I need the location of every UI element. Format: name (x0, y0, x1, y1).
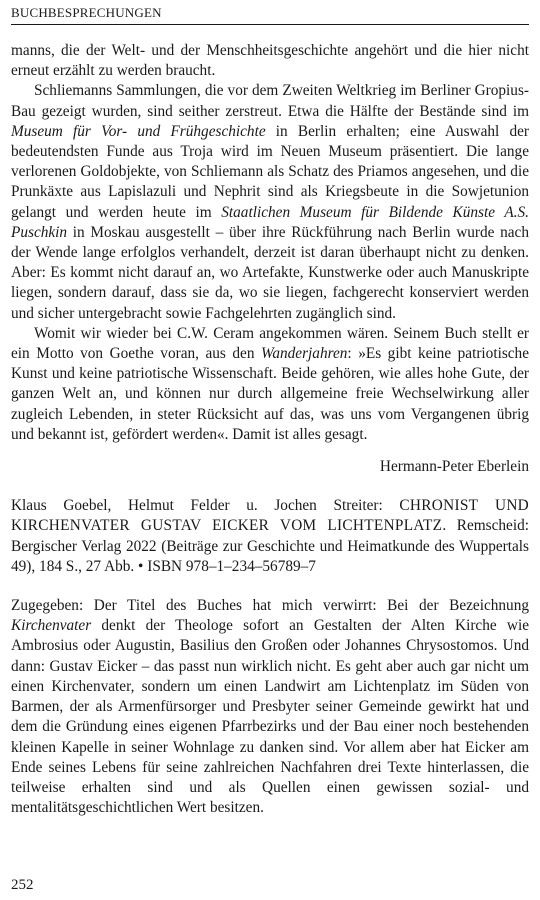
text-run: Womit wir wieder bei C.W. Ceram angekommen wären. Seinem Buch stellt er ein Motto von Goethe voran, aus den (11, 324, 529, 363)
publication-details: . Remscheid: Bergischer Verlag 2022 (Beiträge zur Geschichte und Heimatkunde des Wuppertals 49), 184 S., 27 Abb. • ISBN 978–1–234–56789–7 (11, 517, 529, 575)
work-title-italic: Wanderjahren (261, 345, 348, 363)
text-run: in Berlin erhalten; eine Auswahl der bedeutendsten Funde aus Troja wird im Neuen Museum präsentiert. Die lange verlorenen Goldobjekte, von Schliemann als Schatz des Priamos angesehen, und die Prunkäxte aus Lapislazuli und Nephrit sind als Kriegsbeute in die Sowjetunion gelangt und werden heute im (11, 122, 529, 221)
paragraph-goethe-motto (11, 324, 529, 445)
page-number: 252 (11, 877, 34, 893)
book-title: CHRONIST UND KIRCHENVATER GUSTAV EICKER VOM LICHTENPLATZ (11, 497, 530, 535)
paragraph-collections (11, 81, 529, 323)
text-run: : »Es gibt keine patriotische Kunst und keine patriotische Wissenschaft. Beide gehören, wie alles hohe Gute, der ganzen Welt an, und können nur durch allgemeine freie Wechselwirkung aller zugleich Lebenden, in steter Rücksicht auf das, was uns vom Vergangenen übrig und bekannt ist, gefördert werden«. Damit ist alles gesagt. (11, 345, 529, 443)
term-italic: Kirchenvater (11, 617, 92, 635)
page-body (11, 41, 529, 818)
museum-name-italic: Staatlichen Museum für Bildende Künste A.S. Puschkin (11, 203, 529, 241)
bibliographic-entry (11, 496, 529, 577)
text-run: in Moskau ausgestellt – über ihre Rückführung nach Berlin wurde nach der Wende lange erfolglos verhandelt, derzeit ist daran überhaupt nicht zu denken. Aber: Es kommt nicht darauf an, wo Artefakte, Kunstwerke oder auch Manuskripte liegen, sondern darauf, dass sie da, wo sie liegen, fachgerecht konserviert werden und sicher untergebracht sowie Fachgelehrten zugänglich sind. (11, 223, 529, 322)
text-run: Schliemanns Sammlungen, die vor dem Zweiten Weltkrieg im Berliner Gropius-Bau gezeigt wurden, sind seither zerstreut. Etwa die Hälfte der Bestände sind im (11, 82, 529, 120)
running-head: BUCHBESPRECHUNGEN (11, 5, 529, 25)
review-paragraph (11, 596, 529, 818)
paragraph-continuation: manns, die der Welt- und der Menschheitsgeschichte angehört und die hier nicht erneut erzählt zu werden braucht. (11, 42, 529, 80)
text-run: denkt der Theologe sofort an Gestalten der Alten Kirche wie Ambrosius oder Augustin, Basilius den Großen oder Johannes Chrysostomos. Und dann: Gustav Eicker – das passt nun wirklich nicht. Es geht aber auch gar nicht um einen Kirchenvater, sondern um einen Landwirt am Lichtenplatz im Süden von Barmen, der als Armenfürsorger und Presbyter seiner Gemeinde gewirkt hat und dem die Gründung eines eigenen Pfarrbezirks und der Bau einer noch bestehenden kleinen Kapelle in seiner Wohnlage zu danken sind. Vor allem aber hat Eicker am Ende seines Lebens für seine zahlreichen Nachfahren drei Texte hinterlassen, die teilweise erhalten sind und als Quellen einen gewissen sozial- und mentalitätsgeschichtlichen Wert besitzen. (11, 617, 529, 817)
museum-name-italic: Museum für Vor- und Frühgeschichte (11, 122, 266, 140)
book-authors: Klaus Goebel, Helmut Felder u. Jochen Streiter: (11, 497, 400, 515)
reviewer-signature: Hermann-Peter Eberlein (379, 458, 529, 476)
text-run: Zugegeben: Der Titel des Buches hat mich verwirrt: Bei der Bezeichnung (11, 597, 529, 615)
